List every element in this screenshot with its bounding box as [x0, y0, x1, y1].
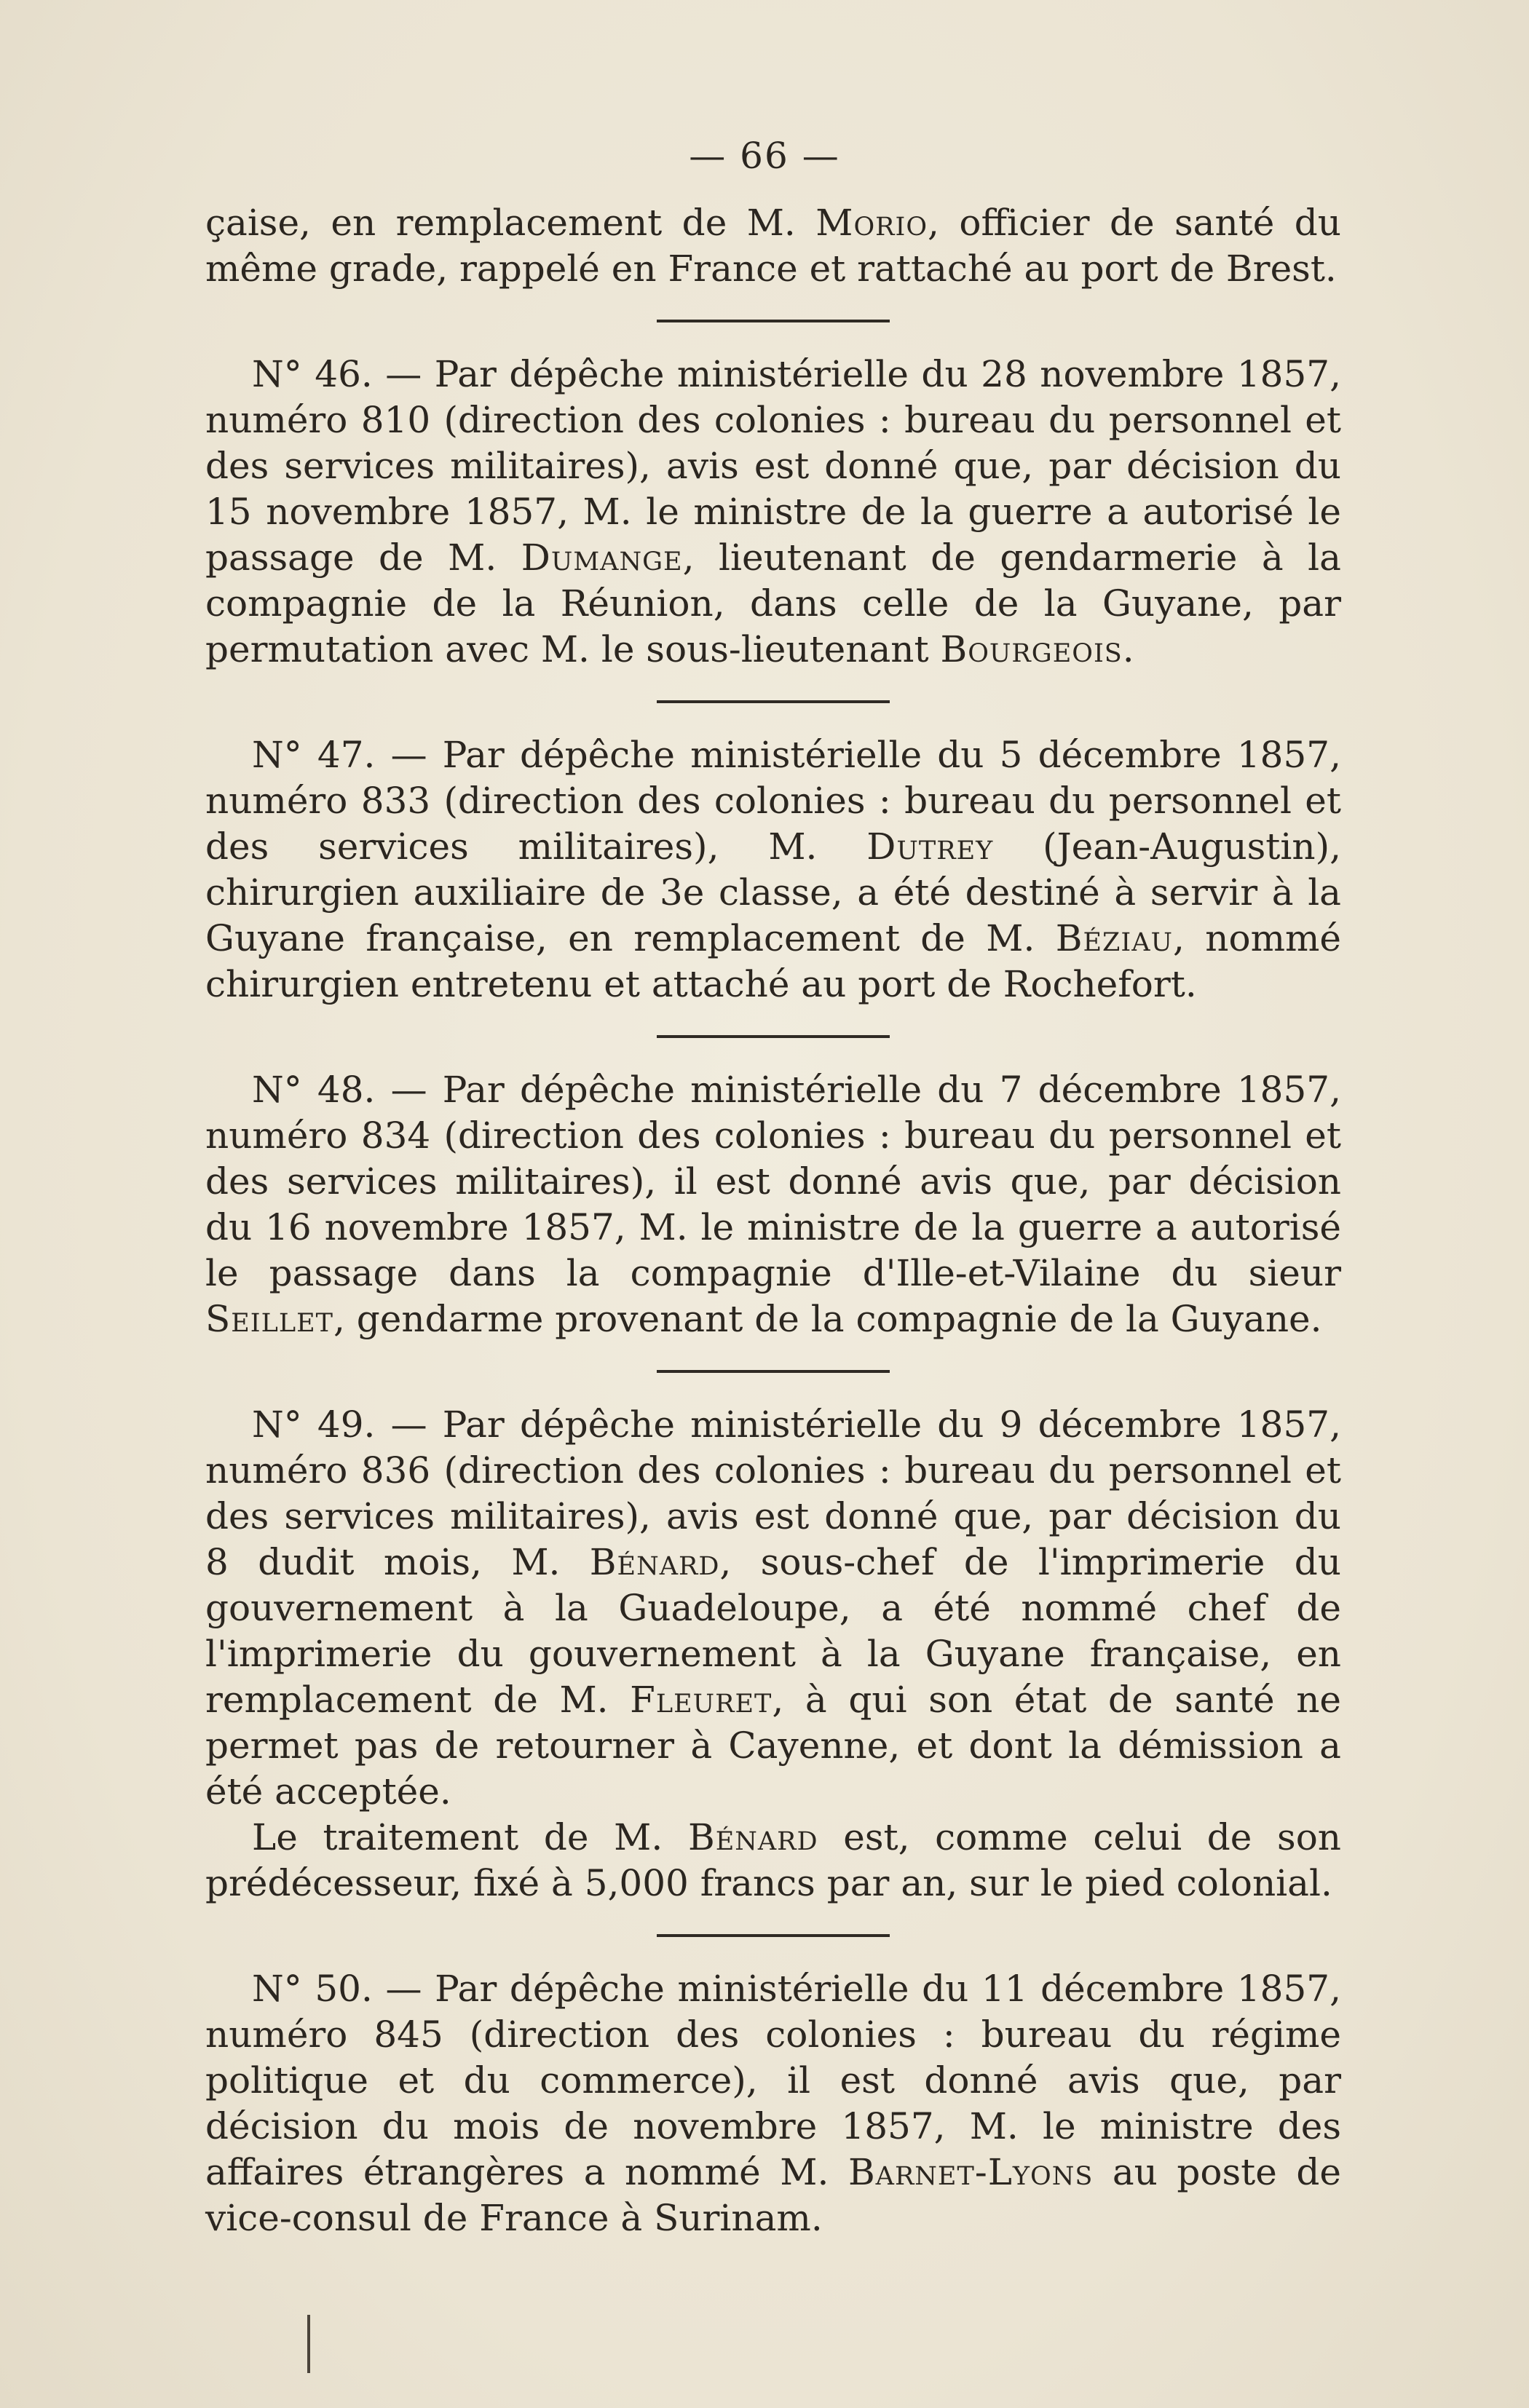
entry-text: N° 50. — Par dépêche ministérielle du 11 décembre 1857, numéro 845 (direction des colonies : bureau du régime politique et du commerce), il est donné avis que, par décision du mois de novembre 1857, M. le ministre des affaires étrangères a nommé M. [205, 1968, 1341, 2193]
entry-text: N° 47. — Par dépêche ministérielle du 5 décembre 1857, numéro 833 (direction des colonies : bureau du personnel et des services militaires), M. [205, 734, 1341, 868]
entry-text: Le traitement de M. [252, 1816, 688, 1858]
entry-text: (Jean-Augustin), chirurgien auxiliaire de 3e classe, a été destiné à servir à la Guyane française, en remplacement de M. [205, 825, 1341, 959]
entry-text: , gendarme provenant de la compagnie de la Guyane. [333, 1298, 1322, 1340]
person-name: Dutrey [866, 825, 994, 868]
entry-text: , sous-chef de l'imprimerie du gouvernement à la Guadeloupe, a été nommé chef de l'imprimerie du gouvernement à la Guyane française, en remplacement de M. [205, 1541, 1341, 1721]
person-name: Seillet [205, 1298, 334, 1340]
separator-rule [657, 1934, 890, 1937]
page-number: — 66 — [689, 135, 840, 177]
intro-paragraph [205, 200, 1341, 292]
entry-text: . [1122, 628, 1134, 670]
separator-rule [657, 320, 890, 322]
person-name: Barnet-Lyons [848, 2151, 1094, 2193]
entry-text: , nommé chirurgien entretenu et attaché au port de Rochefort. [205, 917, 1341, 1005]
entry-50 [205, 1966, 1341, 2241]
person-name: Béziau [1055, 917, 1173, 959]
intro-text: çaise, en remplacement de M. [205, 202, 816, 244]
entry-text: N° 48. — Par dépêche ministérielle du 7 décembre 1857, numéro 834 (direction des colonies : bureau du personnel et des services militaires), il est donné avis que, par décision du 16 novembre 1857, M. le ministre de la guerre a autorisé le passage dans la compagnie d'Ille-et-Vilaine du sieur [205, 1069, 1341, 1294]
separator-rule [657, 700, 890, 703]
separator-rule [657, 1035, 890, 1038]
text-body [205, 200, 1341, 2241]
entry-47 [205, 732, 1341, 1007]
person-name: Bénard [589, 1541, 720, 1583]
separator-rule [657, 1370, 890, 1373]
entry-text: N° 49. — Par dépêche ministérielle du 9 décembre 1857, numéro 836 (direction des colonies : bureau du personnel et des services militaires), avis est donné que, par décision du 8 dudit mois, M. [205, 1403, 1341, 1583]
entry-text: , lieutenant de gendarmerie à la compagnie de la Réunion, dans celle de la Guyane, par permutation avec M. le sous-lieutenant [205, 536, 1341, 670]
margin-mark [307, 2315, 310, 2373]
entry-49-followup [205, 1815, 1341, 1906]
person-name: Morio [815, 202, 928, 244]
person-name: Bénard [687, 1816, 818, 1858]
entry-text: , à qui son état de santé ne permet pas de retourner à Cayenne, et dont la démission a été acceptée. [205, 1679, 1341, 1813]
entry-text: au poste de vice-consul de France à Surinam. [205, 2151, 1341, 2239]
entry-49 [205, 1402, 1341, 1815]
person-name: Fleuret [630, 1679, 773, 1721]
entry-48 [205, 1067, 1341, 1342]
intro-text: , officier de santé du même grade, rappelé en France et rattaché au port de Brest. [205, 202, 1341, 290]
entry-text: N° 46. — Par dépêche ministérielle du 28 novembre 1857, numéro 810 (direction des colonies : bureau du personnel et des services militaires), avis est donné que, par décision du 15 novembre 1857, M. le ministre de la guerre a autorisé le passage de M. [205, 353, 1341, 579]
person-name: Dumange [521, 536, 683, 579]
entry-46 [205, 352, 1341, 673]
person-name: Bourgeois [940, 628, 1123, 670]
entry-text: est, comme celui de son prédécesseur, fixé à 5,000 francs par an, sur le pied colonial. [205, 1816, 1342, 1904]
